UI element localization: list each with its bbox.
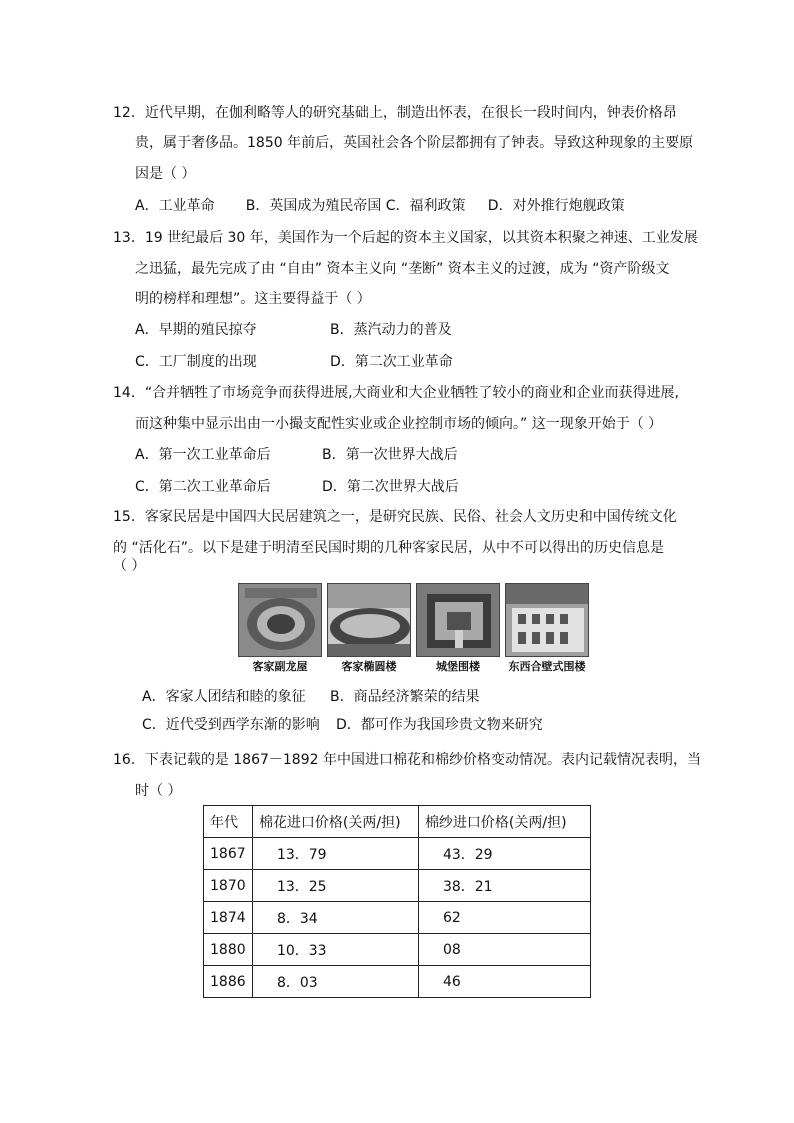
q12-stem-line-3: 因是（ ） bbox=[135, 166, 196, 182]
header-cotton-price: 棉花进口价格(关两/担) bbox=[252, 806, 418, 838]
cell-year: 1867 bbox=[204, 838, 253, 870]
cell-year: 1870 bbox=[204, 870, 253, 902]
cell-cotton: 10．33 bbox=[252, 934, 418, 966]
q15-stem-line-3: （ ） bbox=[113, 558, 146, 574]
q14-option-d[interactable]: D．第二次世界大战后 bbox=[322, 479, 459, 495]
q15-photo-strip bbox=[238, 583, 588, 679]
photo-caption: 客家椭圆楼 bbox=[341, 660, 397, 673]
western-house-photo-icon bbox=[505, 583, 589, 657]
q14-option-b[interactable]: B．第一次世界大战后 bbox=[322, 447, 458, 463]
q15-stem-line-1: 15．客家民居是中国四大民居建筑之一，是研究民族、民俗、社会人文历史和中国传统文化 bbox=[113, 509, 677, 525]
photo-western-house bbox=[505, 583, 589, 679]
oval-house-photo-icon bbox=[327, 583, 411, 657]
q13-stem-line-1: 13．19 世纪最后 30 年，美国作为一个后起的资本主义国家，以其资本积聚之神速、工业发展 bbox=[113, 230, 698, 246]
photo-round-house bbox=[238, 583, 322, 679]
q15-option-d[interactable]: D．都可作为我国珍贵文物来研究 bbox=[336, 717, 543, 733]
q14-stem-line-2: 而这种集中显示出由一小撮支配性实业或企业控制市场的倾向。” 这一现象开始于（ ） bbox=[135, 416, 663, 432]
q14-option-c[interactable]: C．第二次工业革命后 bbox=[135, 479, 271, 495]
q16-stem-line-2: 时（ ） bbox=[135, 783, 182, 799]
cell-yarn: 62 bbox=[418, 902, 590, 934]
cell-year: 1880 bbox=[204, 934, 253, 966]
cell-year: 1874 bbox=[204, 902, 253, 934]
cell-yarn: 46 bbox=[418, 966, 590, 998]
q13-option-a[interactable]: A．早期的殖民掠夺 bbox=[135, 322, 257, 338]
castle-house-photo-icon bbox=[416, 583, 500, 657]
table-header-row bbox=[204, 806, 591, 838]
table-row bbox=[204, 966, 591, 998]
price-table bbox=[203, 805, 591, 998]
photo-caption: 客家副龙屋 bbox=[252, 660, 308, 673]
cell-cotton: 8．03 bbox=[252, 966, 418, 998]
q13-stem-line-3: 明的榜样和理想”。这主要得益于（ ） bbox=[135, 291, 371, 307]
q15-stem-line-2: 的 “活化石”。以下是建于明清至民国时期的几种客家民居，从中不可以得出的历史信息是 bbox=[113, 540, 664, 556]
header-year: 年代 bbox=[204, 806, 253, 838]
q15-option-a[interactable]: A．客家人团结和睦的象征 bbox=[142, 689, 306, 705]
q12-options: A．工业革命 B．英国成为殖民帝国 C．福利政策 D．对外推行炮舰政策 bbox=[135, 198, 625, 214]
cell-cotton: 13．25 bbox=[252, 870, 418, 902]
cell-yarn: 08 bbox=[418, 934, 590, 966]
q15-option-c[interactable]: C．近代受到西学东渐的影响 bbox=[142, 717, 320, 733]
table-row bbox=[204, 870, 591, 902]
cell-yarn: 43．29 bbox=[418, 838, 590, 870]
photo-caption: 城堡围楼 bbox=[436, 660, 480, 673]
q13-option-c[interactable]: C．工厂制度的出现 bbox=[135, 354, 257, 370]
q14-option-a[interactable]: A．第一次工业革命后 bbox=[135, 447, 271, 463]
q12-stem-line-2: 贵，属于奢侈品。1850 年前后，英国社会各个阶层都拥有了钟表。导致这种现象的主要原 bbox=[135, 135, 694, 151]
q13-option-d[interactable]: D．第二次工业革命 bbox=[330, 354, 453, 370]
q12-stem-line-1: 12．近代早期，在伽利略等人的研究基础上，制造出怀表，在很长一段时间内，钟表价格昂 bbox=[113, 105, 677, 121]
table-row bbox=[204, 902, 591, 934]
q16-stem-line-1: 16．下表记载的是 1867－1892 年中国进口棉花和棉纱价格变动情况。表内记载情况表明，当 bbox=[113, 752, 701, 768]
cell-cotton: 8．34 bbox=[252, 902, 418, 934]
q13-stem-line-2: 之迅猛，最先完成了由 “自由” 资本主义向 “垄断” 资本主义的过渡，成为 “资产阶级文 bbox=[135, 261, 670, 277]
cell-cotton: 13．79 bbox=[252, 838, 418, 870]
cell-year: 1886 bbox=[204, 966, 253, 998]
table-row bbox=[204, 838, 591, 870]
table-row bbox=[204, 934, 591, 966]
header-yarn-price: 棉纱进口价格(关两/担) bbox=[418, 806, 590, 838]
photo-caption: 东西合壁式围楼 bbox=[508, 660, 586, 673]
q14-stem-line-1: 14．“合并牺牲了市场竞争而获得进展,大商业和大企业牺牲了较小的商业和企业而获得进展, bbox=[113, 385, 679, 401]
round-house-photo-icon bbox=[238, 583, 322, 657]
cell-yarn: 38．21 bbox=[418, 870, 590, 902]
q13-option-b[interactable]: B．蒸汽动力的普及 bbox=[330, 322, 452, 338]
q15-option-b[interactable]: B．商品经济繁荣的结果 bbox=[330, 689, 480, 705]
photo-oval-house bbox=[327, 583, 411, 679]
photo-castle-house bbox=[416, 583, 500, 679]
